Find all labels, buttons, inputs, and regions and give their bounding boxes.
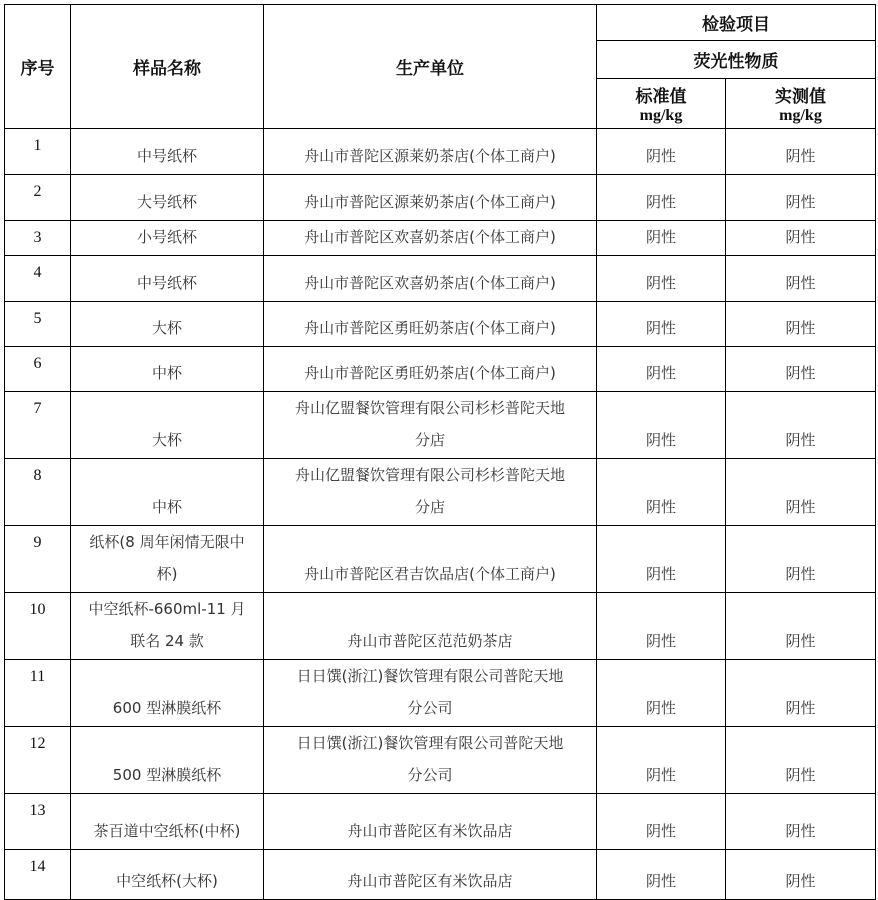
- producer-line: 舟山市普陀区欢喜奶茶店(个体工商户): [304, 228, 556, 246]
- row-index-text: 6: [33, 355, 42, 372]
- standard-value-text: 阴性: [645, 364, 676, 382]
- header-sample-name: 样品名称: [71, 5, 264, 129]
- measured-value: [726, 392, 876, 459]
- sample-name-line: 大杯: [151, 431, 182, 449]
- sample-name: [71, 129, 264, 175]
- producer-line: 分店: [414, 431, 445, 449]
- row-index: [5, 221, 71, 256]
- sample-name-line: 中空纸杯(大杯): [116, 872, 218, 890]
- row-index: [5, 593, 71, 660]
- sample-name: [71, 302, 264, 347]
- measured-value-text: 阴性: [785, 822, 816, 840]
- sample-name-line: 中空纸杯-660ml-11 月: [88, 600, 246, 618]
- producer-line: 日日馔(浙江)餐饮管理有限公司普陀天地: [296, 734, 564, 752]
- sample-name: [71, 392, 264, 459]
- producer-line: 舟山市普陀区勇旺奶茶店(个体工商户): [304, 319, 556, 337]
- row-index-text: 2: [33, 183, 42, 200]
- sample-name-line: 茶百道中空纸杯(中杯): [93, 822, 241, 840]
- header-test-items: 检验项目: [597, 5, 876, 41]
- measured-value-text: 阴性: [785, 274, 816, 292]
- measured-value-text: 阴性: [785, 498, 816, 516]
- producer: [264, 175, 597, 221]
- producer: [264, 256, 597, 302]
- measured-value-text: 阴性: [785, 319, 816, 337]
- row-index-text: 4: [33, 264, 42, 281]
- sample-name: [71, 459, 264, 526]
- sample-name-line: 600 型淋膜纸杯: [112, 699, 222, 717]
- measured-value-text: 阴性: [785, 228, 816, 246]
- measured-value-text: 阴性: [785, 193, 816, 211]
- standard-value: [597, 593, 726, 660]
- row-index-text: 1: [33, 137, 42, 154]
- row-index: [5, 302, 71, 347]
- producer: [264, 593, 597, 660]
- row-index-text: 5: [33, 310, 42, 327]
- producer-line: 舟山市普陀区源莱奶茶店(个体工商户): [304, 193, 556, 211]
- producer-line: 分公司: [407, 699, 453, 717]
- standard-value-text: 阴性: [645, 699, 676, 717]
- standard-value-text: 阴性: [645, 147, 676, 165]
- producer: [264, 459, 597, 526]
- row-index: [5, 459, 71, 526]
- sample-name: [71, 660, 264, 727]
- measured-value: [726, 129, 876, 175]
- producer-line: 舟山市普陀区君吉饮品店(个体工商户): [304, 565, 556, 583]
- row-index-text: 12: [29, 735, 46, 752]
- sample-name: [71, 727, 264, 794]
- header-standard-value: [597, 79, 726, 129]
- table-row: [5, 727, 876, 794]
- table-row: [5, 794, 876, 850]
- table-row: [5, 593, 876, 660]
- sample-name-line: 大号纸杯: [136, 193, 197, 211]
- producer-line: 舟山市普陀区源莱奶茶店(个体工商户): [304, 147, 556, 165]
- measured-value-text: 阴性: [785, 431, 816, 449]
- sample-name-line: 杯): [156, 565, 178, 583]
- measured-value: [726, 794, 876, 850]
- sample-name-line: 中杯: [151, 498, 182, 516]
- measured-value-text: 阴性: [785, 364, 816, 382]
- row-index-text: 10: [29, 601, 46, 618]
- row-index-text: 11: [29, 668, 46, 685]
- row-index-text: 13: [29, 802, 46, 819]
- sample-name-line: 中号纸杯: [136, 147, 197, 165]
- producer-line: 舟山市普陀区欢喜奶茶店(个体工商户): [304, 274, 556, 292]
- sample-name-line: 500 型淋膜纸杯: [112, 766, 222, 784]
- row-index: [5, 256, 71, 302]
- measured-value-text: 阴性: [785, 766, 816, 784]
- standard-value: [597, 727, 726, 794]
- standard-value-text: 阴性: [645, 565, 676, 583]
- producer-line: 舟山市普陀区勇旺奶茶店(个体工商户): [304, 364, 556, 382]
- producer-line: 舟山市普陀区范范奶茶店: [347, 632, 513, 650]
- standard-value-text: 阴性: [645, 228, 676, 246]
- sample-name: [71, 526, 264, 593]
- producer-line: 分店: [414, 498, 445, 516]
- sample-name-line: 联名 24 款: [130, 632, 204, 650]
- sample-name: [71, 256, 264, 302]
- table-row: [5, 175, 876, 221]
- header-measured-value: [726, 79, 876, 129]
- standard-value-text: 阴性: [645, 193, 676, 211]
- row-index-text: 3: [33, 229, 42, 246]
- sample-name-line: 中号纸杯: [136, 274, 197, 292]
- measured-value: [726, 256, 876, 302]
- row-index: [5, 660, 71, 727]
- producer: [264, 392, 597, 459]
- standard-value: [597, 175, 726, 221]
- table-row: [5, 392, 876, 459]
- header-index: 序号: [5, 5, 71, 129]
- standard-value: [597, 459, 726, 526]
- standard-value: [597, 392, 726, 459]
- table-row: [5, 256, 876, 302]
- measured-value-text: 阴性: [785, 565, 816, 583]
- producer-line: 分公司: [407, 766, 453, 784]
- table-row: [5, 302, 876, 347]
- header-producer: 生产单位: [264, 5, 597, 129]
- producer-line: 舟山亿盟餐饮管理有限公司杉杉普陀天地: [294, 466, 565, 484]
- standard-value-text: 阴性: [645, 498, 676, 516]
- standard-value: [597, 660, 726, 727]
- producer: [264, 727, 597, 794]
- standard-value-text: 阴性: [645, 872, 676, 890]
- row-index-text: 14: [29, 858, 46, 875]
- inspection-table: [4, 4, 876, 900]
- table-row: [5, 660, 876, 727]
- sample-name-line: 小号纸杯: [136, 228, 197, 246]
- standard-value-text: 阴性: [645, 431, 676, 449]
- row-index: [5, 175, 71, 221]
- producer-line: 舟山市普陀区有米饮品店: [347, 822, 513, 840]
- standard-value-text: 阴性: [645, 319, 676, 337]
- measured-value-text: 阴性: [785, 632, 816, 650]
- producer: [264, 660, 597, 727]
- measured-value: [726, 175, 876, 221]
- measured-value: [726, 526, 876, 593]
- standard-value-text: 阴性: [645, 822, 676, 840]
- row-index: [5, 129, 71, 175]
- sample-name: [71, 593, 264, 660]
- row-index-text: 7: [33, 400, 42, 417]
- row-index-text: 8: [33, 467, 42, 484]
- standard-value: [597, 347, 726, 392]
- table-row: [5, 459, 876, 526]
- measured-value: [726, 459, 876, 526]
- sample-name: [71, 175, 264, 221]
- standard-value: [597, 794, 726, 850]
- sample-name: [71, 347, 264, 392]
- measured-value: [726, 593, 876, 660]
- measured-value: [726, 302, 876, 347]
- producer: [264, 794, 597, 850]
- sample-name: [71, 221, 264, 256]
- table-body: [5, 129, 876, 900]
- producer: [264, 302, 597, 347]
- table-row: [5, 129, 876, 175]
- table-row: [5, 347, 876, 392]
- producer: [264, 347, 597, 392]
- standard-value: [597, 302, 726, 347]
- standard-value-text: 阴性: [645, 766, 676, 784]
- header-measured-label: 实测值: [775, 87, 826, 107]
- producer-line: 舟山亿盟餐饮管理有限公司杉杉普陀天地: [294, 399, 565, 417]
- standard-value: [597, 256, 726, 302]
- row-index: [5, 347, 71, 392]
- table-row: [5, 221, 876, 256]
- row-index: [5, 526, 71, 593]
- producer: [264, 221, 597, 256]
- row-index: [5, 794, 71, 850]
- row-index-text: 9: [33, 534, 42, 551]
- measured-value: [726, 660, 876, 727]
- standard-value-text: 阴性: [645, 274, 676, 292]
- header-standard-label: 标准值: [635, 87, 687, 107]
- standard-value-text: 阴性: [645, 632, 676, 650]
- measured-value: [726, 727, 876, 794]
- measured-value: [726, 221, 876, 256]
- measured-value-text: 阴性: [785, 872, 816, 890]
- producer: [264, 526, 597, 593]
- header-fluorescent-substance: 荧光性物质: [597, 41, 876, 79]
- sample-name-line: 纸杯(8 周年闲情无限中: [89, 533, 245, 551]
- header-standard-unit: mg/kg: [639, 107, 683, 124]
- measured-value-text: 阴性: [785, 699, 816, 717]
- row-index: [5, 392, 71, 459]
- producer: [264, 129, 597, 175]
- sample-name-line: 大杯: [151, 319, 182, 337]
- table-row: [5, 526, 876, 593]
- sample-name: [71, 794, 264, 850]
- standard-value: [597, 526, 726, 593]
- row-index: [5, 727, 71, 794]
- measured-value-text: 阴性: [785, 147, 816, 165]
- measured-value: [726, 347, 876, 392]
- standard-value: [597, 129, 726, 175]
- sample-name-line: 中杯: [151, 364, 182, 382]
- producer-line: 日日馔(浙江)餐饮管理有限公司普陀天地: [296, 667, 564, 685]
- standard-value: [597, 221, 726, 256]
- header-measured-unit: mg/kg: [779, 107, 822, 124]
- producer-line: 舟山市普陀区有米饮品店: [347, 872, 513, 890]
